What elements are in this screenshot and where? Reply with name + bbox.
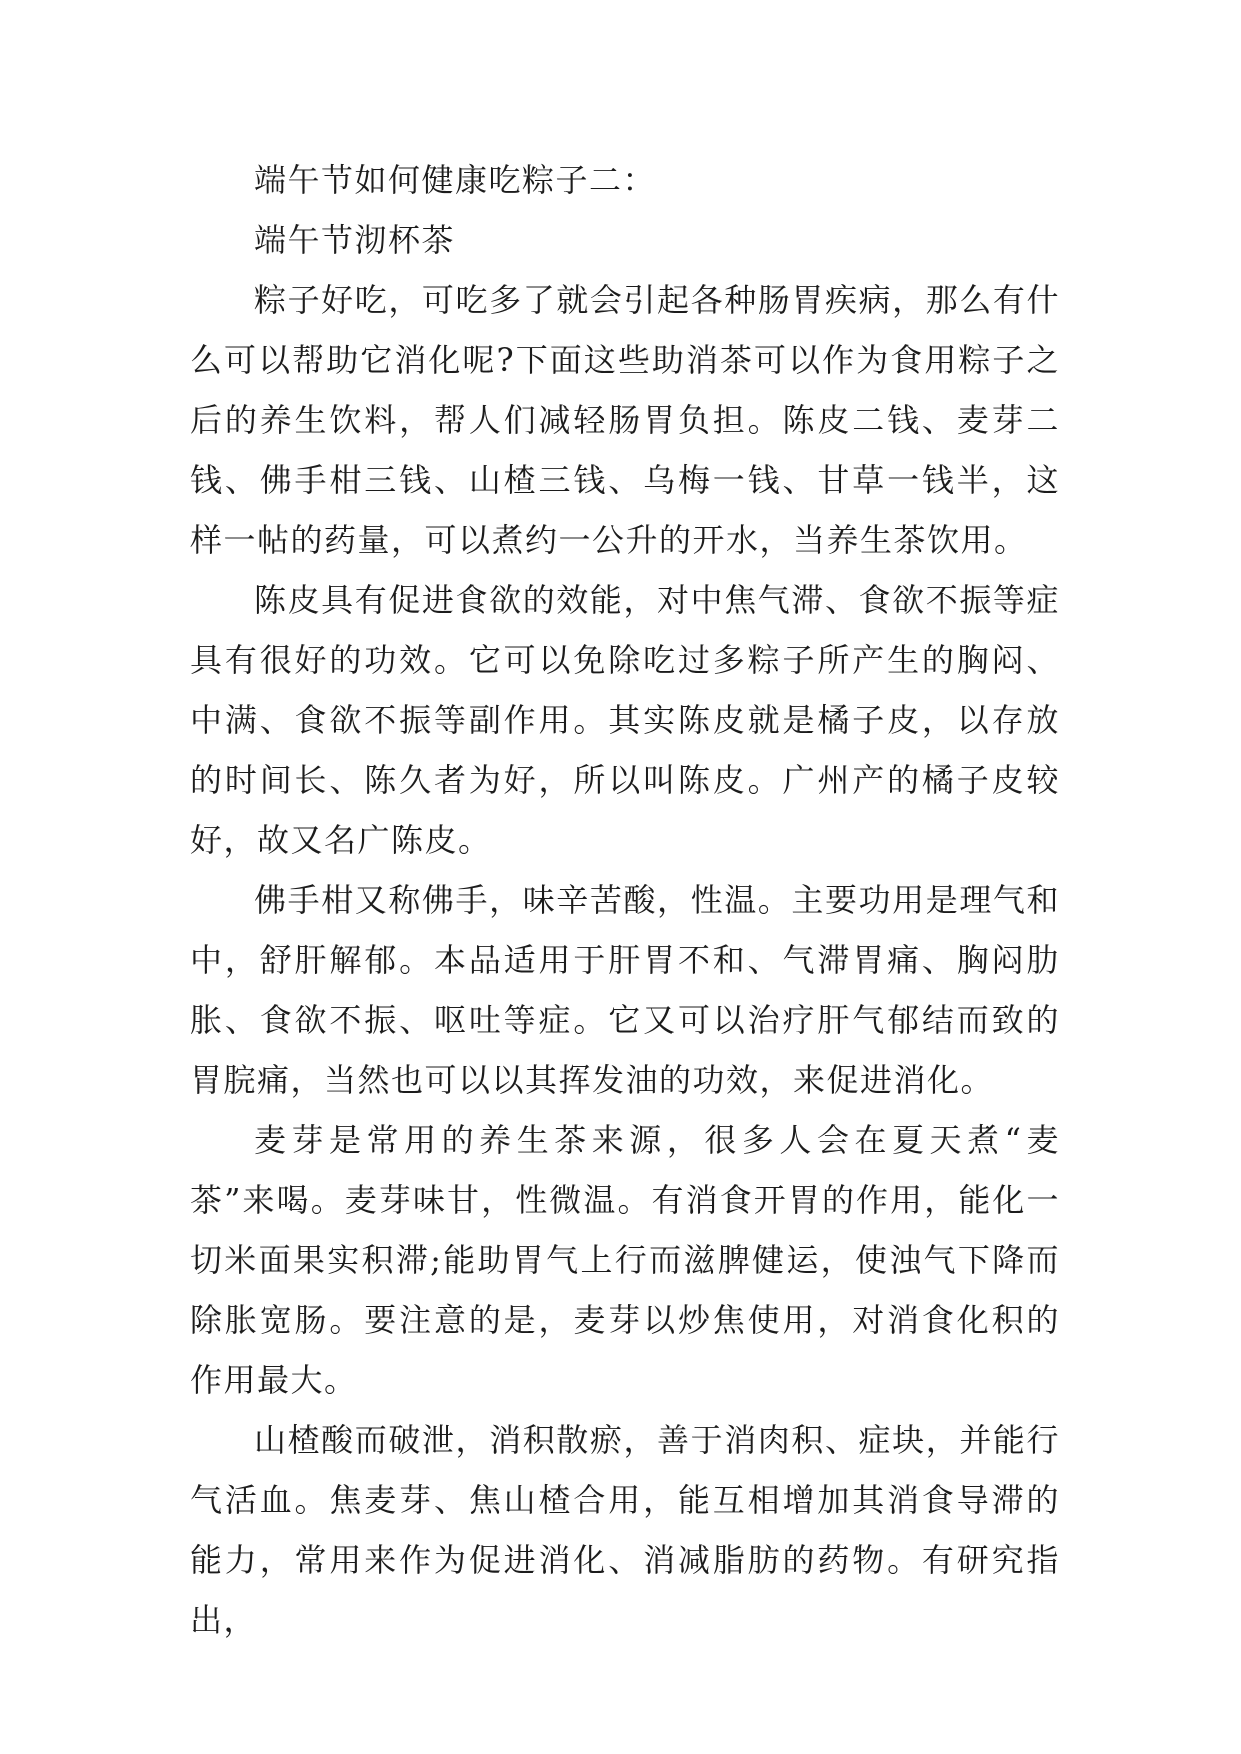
paragraph-2: 陈皮具有促进食欲的效能，对中焦气滞、食欲不振等症具有很好的功效。它可以免除吃过多粽子所产生的胸闷、中满、食欲不振等副作用。其实陈皮就是橘子皮，以存放的时间长、陈久者为好，所以叫陈皮。广州产的橘子皮较好，故又名广陈皮。 — [190, 581, 1060, 859]
paragraph-4: 麦芽是常用的养生茶来源，很多人会在夏天煮“麦茶”来喝。麦芽味甘，性微温。有消食开胃的作用，能化一切米面果实积滞;能助胃气上行而滋脾健运，使浊气下降而除胀宽肠。要注意的是，麦芽以炒焦使用，对消食化积的作用最大。 — [190, 1121, 1060, 1399]
heading-2: 端午节沏杯茶 — [254, 221, 456, 259]
paragraph-5: 山楂酸而破泄，消积散瘀，善于消肉积、症块，并能行气活血。焦麦芽、焦山楂合用，能互相增加其消食导滞的能力，常用来作为促进消化、消减脂肪的药物。有研究指出， — [190, 1421, 1060, 1639]
document-page — [190, 150, 1060, 1650]
heading-1: 端午节如何健康吃粽子二： — [254, 161, 657, 199]
paragraph-3: 佛手柑又称佛手，味辛苦酸，性温。主要功用是理气和中，舒肝解郁。本品适用于肝胃不和、气滞胃痛、胸闷肋胀、食欲不振、呕吐等症。它又可以治疗肝气郁结而致的胃脘痛，当然也可以以其挥发油的功效，来促进消化。 — [190, 881, 1060, 1099]
paragraph-1: 粽子好吃，可吃多了就会引起各种肠胃疾病，那么有什么可以帮助它消化呢?下面这些助消茶可以作为食用粽子之后的养生饮料，帮人们减轻肠胃负担。陈皮二钱、麦芽二钱、佛手柑三钱、山楂三钱、乌梅一钱、甘草一钱半，这样一帖的药量，可以煮约一公升的开水，当养生茶饮用。 — [190, 281, 1060, 559]
